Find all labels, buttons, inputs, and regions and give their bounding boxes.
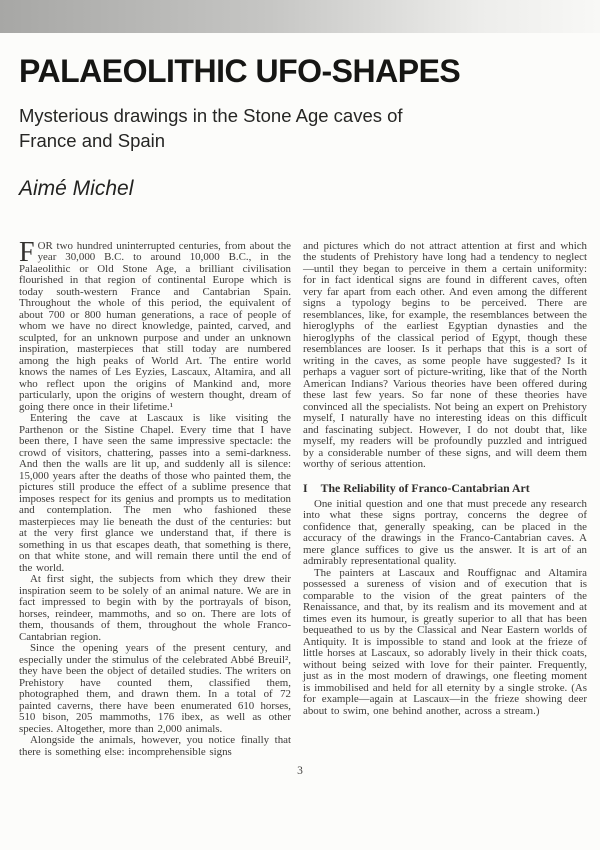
paragraph: and pictures which do not attract attention at first and which the students of Prehistory have long had a tendency to neglect—until they began to perceive in them a certain uniformity: for in fact identical signs are found in different caves, often very far apart from each other. And even among the different signs a typology begins to be perceived. There are resemblances, like, for example, the resemblances between the hieroglyphs of the earliest Egyptian dynasties and the hieroglyphs of the classical period of Egypt, though these resemblances are looser. Is it perhaps that this is a sort of writing in the caves, as some people have suggested? Is it perhaps a vaguer sort of picture-writing, like that of the North American Indians? Various theories have been offered during these last few years. So far none of these theories have convinced all the specialists. Not being an expert on Prehistory myself, I naturally have no interesting ideas on this difficult and fascinating subject. However, I do not doubt that, like myself, my readers will be profoundly puzzled and intrigued by a considerable number of these signs, and will deem them worthy of serious attention. bbox=[303, 239, 587, 470]
two-column-body bbox=[19, 236, 600, 759]
paragraph: At first sight, the subjects from which they drew their inspiration seem to be solely of an animal nature. We are in fact impressed to begin with by the portrayals of bison, horses, reindeer, mammoths, and so on. There are lots of them, thousands of them, throughout the whole Franco-Cantabrian region. bbox=[19, 573, 291, 643]
author-name: Aimé Michel bbox=[19, 176, 134, 200]
paragraph: Entering the cave at Lascaux is like visiting the Parthenon or the Sistine Chapel. Every time that I have been there, I have seen the same impressive spectacle: the crowd of visitors, chattering, passes into a semi-darkness. And then the walls are lit up, and suddenly all is silence: 15,000 years after the deaths of those who painted them, the pictures still produce the effect of a sublime presence that imposes respect for its genius and prompts us to meditation and contemplation. The men who fashioned these masterpieces may lie beneath the dust of the centuries: but at the very first glance we understand that, if there is something in us that escapes death, that something is there, on that white stone, and will remain there until the end of the world. bbox=[19, 412, 291, 574]
document-page bbox=[0, 33, 600, 850]
paragraph-text: OR two hundred uninterrupted centuries, from about the year 30,000 B.C. to around 10,000 B.C., in the Palaeolithic or Old Stone Age, a brilliant civilisation flourished in that region of continental Europe which is today south-western France and Cantabrian Spain. Throughout the whole of this period, the equivalent of about 700 or 800 human generations, a race of people of whom we have no direct knowledge, painted, carved, and sculpted, for an unknown purpose and under an unknown inspiration, masterpieces that still today are numbered among the high peaks of World Art. The entire world knows the names of Les Eyzies, Lascaux, Altamira, and all who reflect upon the origins of Mankind and, more particularly, upon the origins of western thought, dream of going there once in their lifetime.¹ bbox=[19, 239, 291, 413]
page-number: 3 bbox=[297, 765, 303, 777]
section-number: I bbox=[303, 480, 308, 495]
paragraph: The painters at Lascaux and Rouffignac and Altamira possessed a sureness of vision and of execution that is comparable to the vision of the great painters of the Renaissance, and that, by its realism and its movement and at times even its humour, is greatly superior to all that has been bequeathed to us by the Classical and Near Eastern worlds of Antiquity. It is impossible to stand and look at the frieze of little horses at Lascaux, so adorably lively in their thick coats, without being seized with love for their painter. Frequently, just as in the most modern of drawings, one fleeting moment is immobilised and held for all eternity by a single stroke. (As for example—again at Lascaux—in the frieze showing deer about to swim, one behind another, across a stream.) bbox=[303, 566, 587, 717]
body-column-left bbox=[19, 236, 291, 759]
paragraph: Alongside the animals, however, you notice finally that there is something else: incomprehensible signs bbox=[19, 734, 291, 758]
section-title: The Reliability of Franco-Cantabrian Art bbox=[320, 480, 530, 495]
scan-edge-top bbox=[0, 0, 600, 33]
drop-cap: F bbox=[19, 236, 35, 268]
page-title: PALAEOLITHIC UFO-SHAPES bbox=[19, 53, 461, 89]
paragraph bbox=[19, 236, 291, 414]
paragraph: One initial question and one that must precede any research into what these signs portray, concerns the degree of confidence that, generally speaking, can be placed in the accuracy of the drawings in the Franco-Cantabrian caves. A mere glance suffices to give us the answer. It is art of an admirably representational quality. bbox=[303, 497, 587, 567]
paragraph: Since the opening years of the present century, and especially under the stimulus of the celebrated Abbé Breuil², they have been the object of detailed studies. The writers on Prehistory have counted them, classified them, photographed them, and drawn them. In a total of 72 painted caverns, there have been enumerated 610 horses, 510 bison, 205 mammoths, 176 ibex, as well as other species. Altogether, more than 2,000 animals. bbox=[19, 642, 291, 735]
section-heading bbox=[303, 481, 587, 496]
body-column-right bbox=[303, 241, 587, 759]
article-header bbox=[0, 33, 600, 201]
article-subtitle: Mysterious drawings in the Stone Age caves of France and Spain bbox=[19, 105, 403, 152]
